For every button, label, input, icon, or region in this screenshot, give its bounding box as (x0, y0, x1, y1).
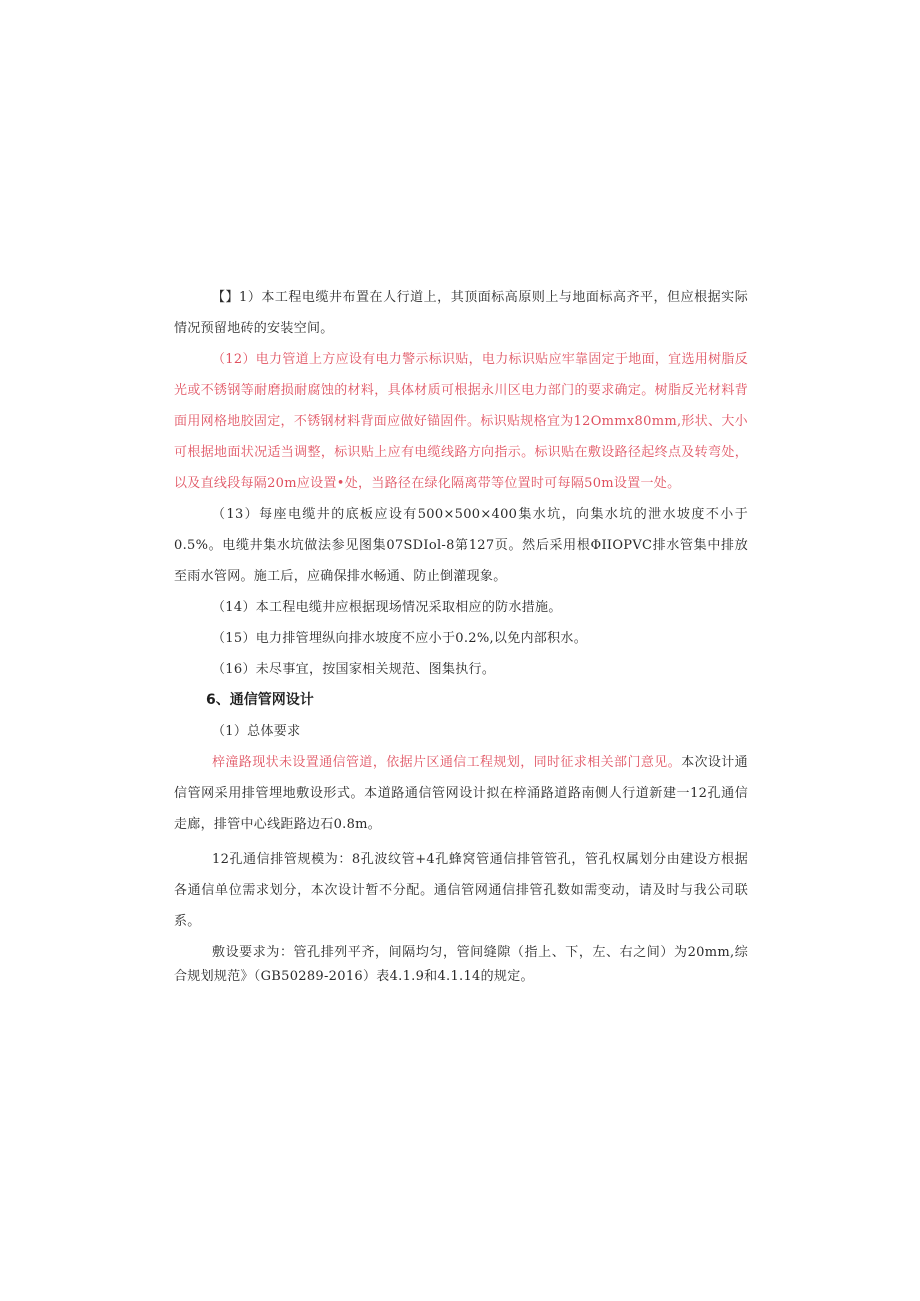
requirements-text: 本次设计通信管网采用排管埋地敷设形式。本道路通信管网设计拟在梓涌路道路南侧人行道新建一12孔通信走廊，排管中心线距路边石0.8m。 (174, 755, 748, 832)
paragraph-13: （13）每座电缆井的底板应设有500×500×400集水坑，向集水坑的泄水坡度不小于0.5%。电缆井集水坑做法参见图集07SDIol-8第127页。然后采用根ΦIIOPVC排水管集中排放至雨水管网。施工后，应确保排水畅通、防止倒灌现象。 (174, 507, 748, 584)
paragraph-11: 【】1）本工程电缆井布置在人行道上，其顶面标高原则上与地面标高齐平，但应根据实际情况预留地砖的安装空间。 (174, 290, 748, 336)
subheading-general-requirements: （1）总体要求 (212, 724, 301, 739)
paragraph-14: （14）本工程电缆井应根据现场情况采取相应的防水措施。 (212, 600, 562, 615)
paragraph-laying: 敷设要求为：管孔排列平齐，间隔均匀，管间缝隙（指上、下，左、右之间）为20mm,综合规划规范》（GB50289-2016）表4.1.9和4.1.14的规定。 (174, 945, 748, 984)
paragraph-scale: 12孔通信排管规模为：8孔波纹管+4孔蜂窝管通信排管管孔，管孔权属划分由建设方根据各通信单位需求划分，本次设计暂不分配。通信管网通信排管孔数如需变动，请及时与我公司联系。 (174, 852, 748, 929)
paragraph-requirements (174, 747, 748, 840)
paragraph-12: （12）电力管道上方应设有电力警示标识贴，电力标识贴应牢靠固定于地面，宜选用树脂反光或不锈钢等耐磨损耐腐蚀的材料，具体材质可根据永川区电力部门的要求确定。树脂反光材料背面用网格地胶固定，不锈钢材料背面应做好锚固件。标识贴规格宜为12Ommx80mm,形状、大小可根据地面状况适当调整，标识贴上应有电缆线路方向指示。标识贴在敷设路径起终点及转弯处，以及直线段每隔20m应设置•处，当路径在绿化隔离带等位置时可每隔50m设置一处。 (174, 352, 748, 491)
paragraph-16: （16）未尽事宜，按国家相关规范、图集执行。 (212, 662, 496, 677)
section-heading-6: 6、通信管网设计 (206, 692, 314, 708)
paragraph-15: （15）电力排管埋纵向排水坡度不应小于0.2%,以免内部积水。 (212, 631, 588, 646)
document-body (174, 282, 748, 989)
requirements-highlight: 梓潼路现状未设置通信管道，依据片区通信工程规划，同时征求相关部门意见。 (212, 755, 682, 770)
